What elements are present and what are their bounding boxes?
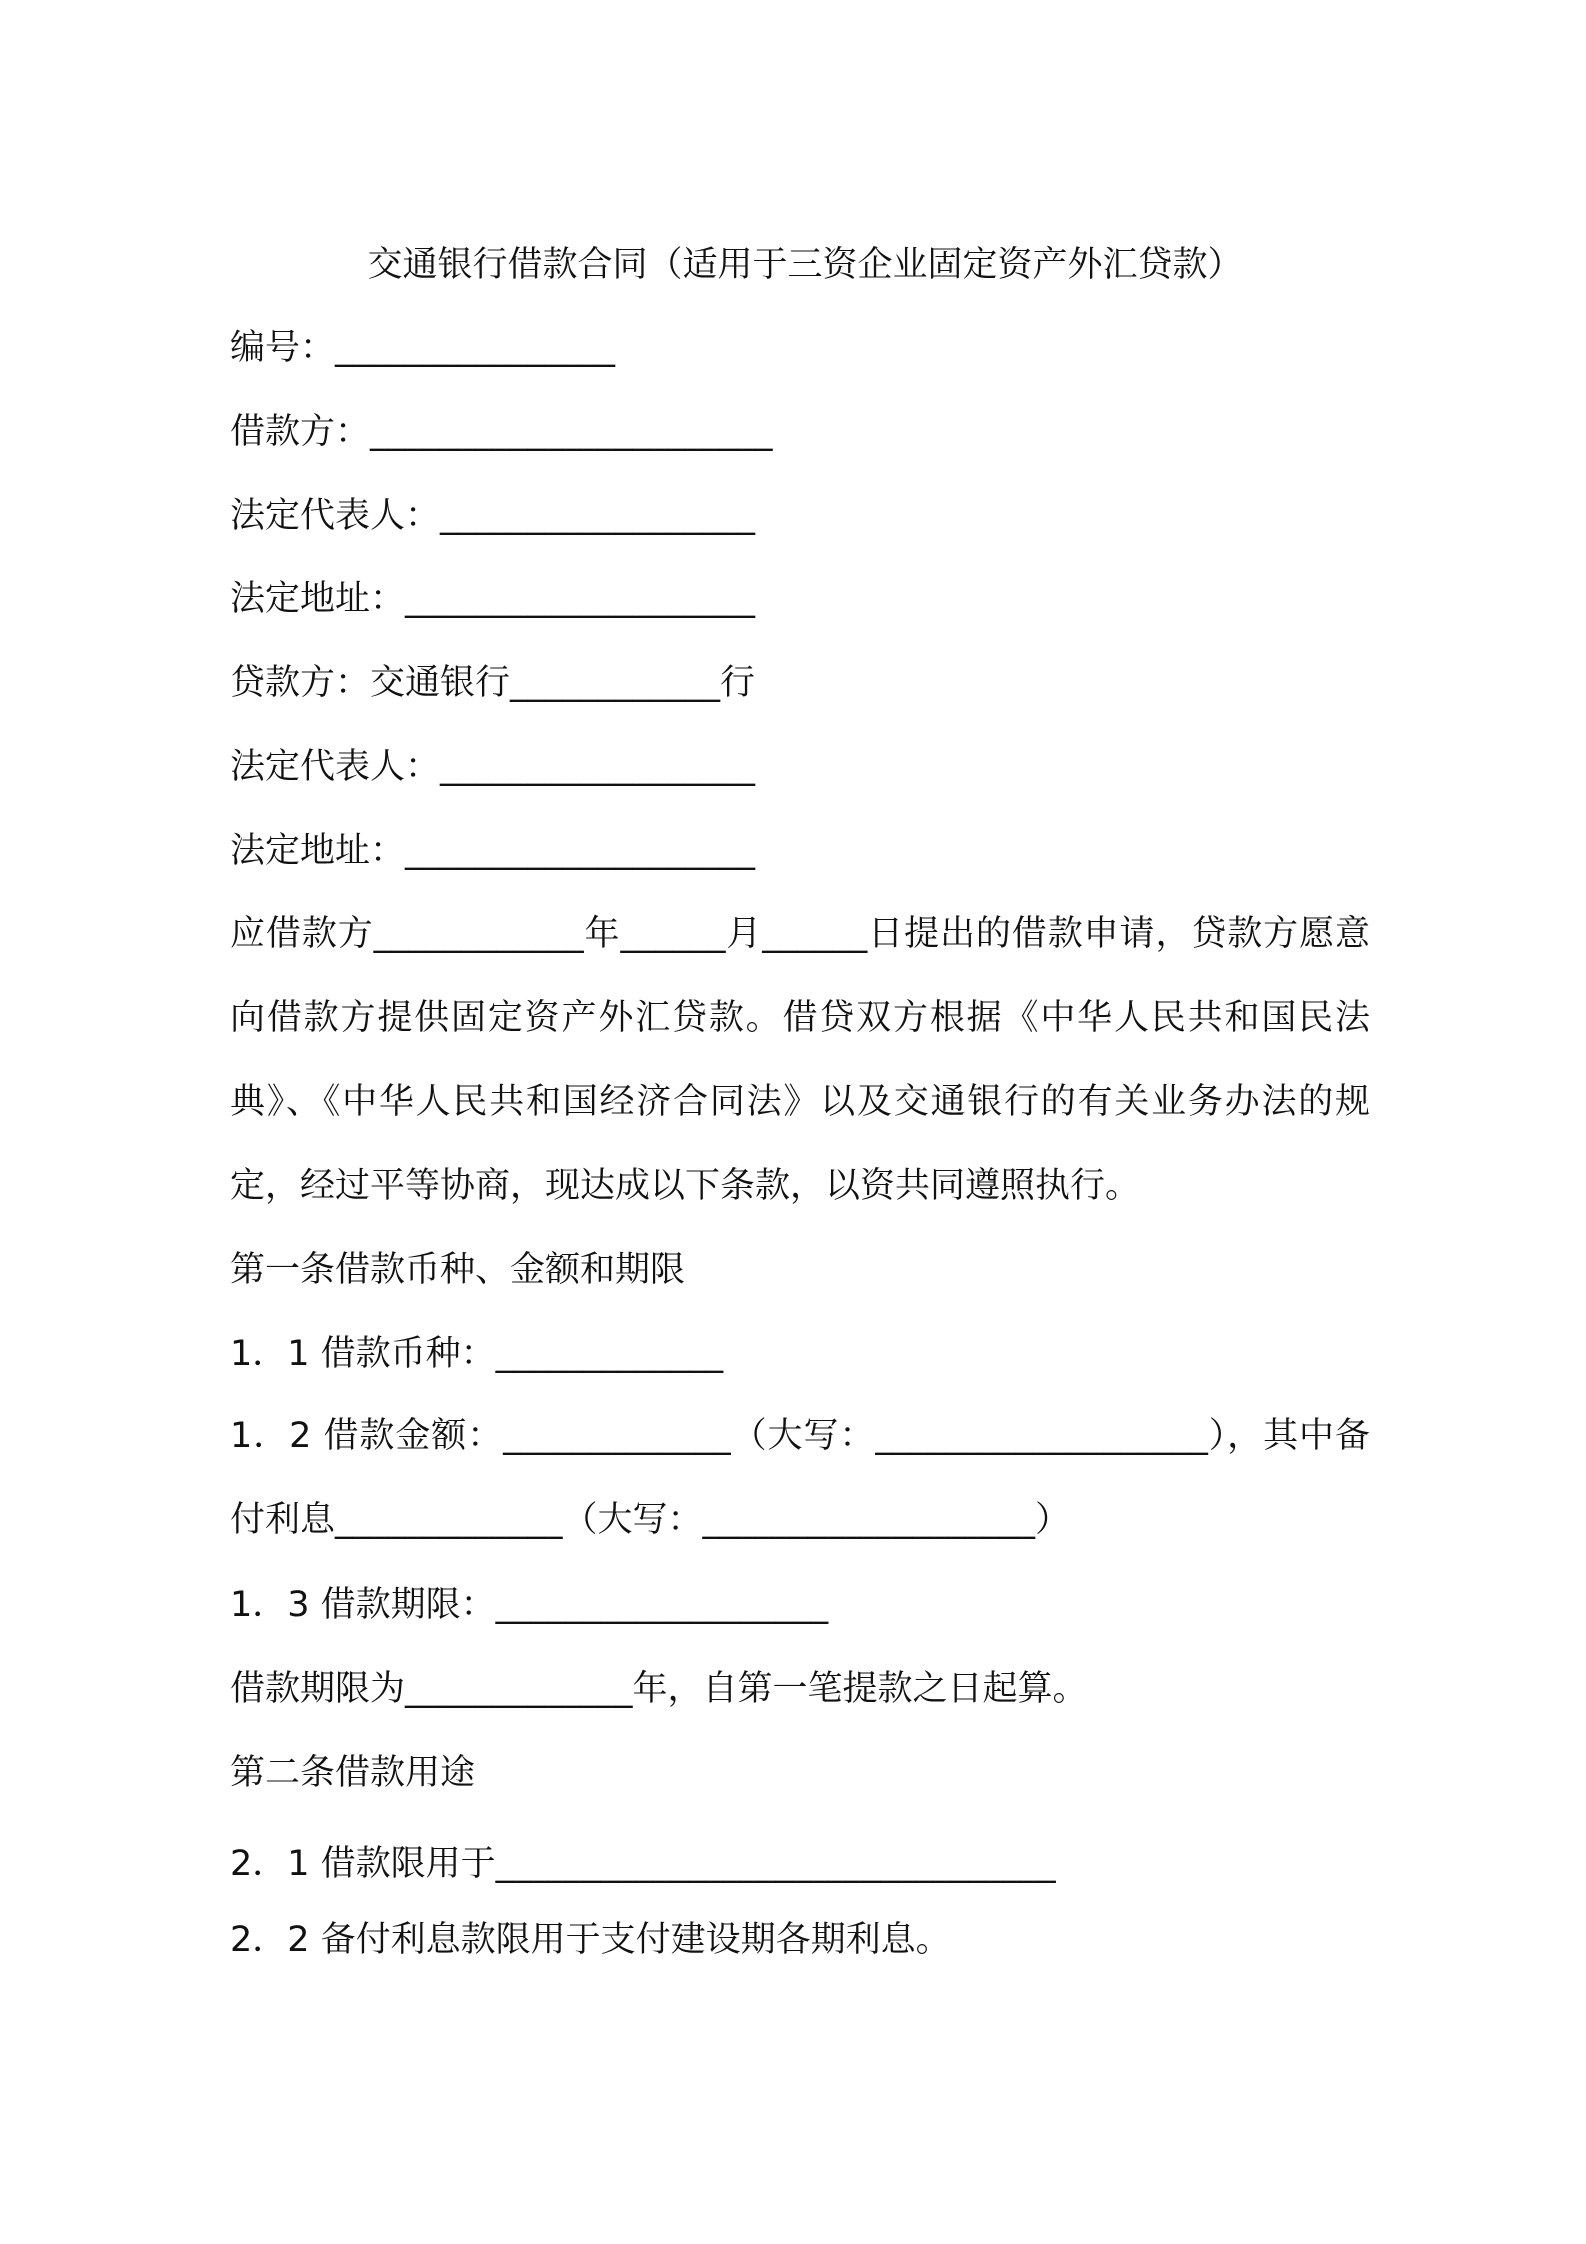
lender-representative-field: 法定代表人：__________________	[230, 747, 756, 787]
item-2-1-purpose: 2．1 借款限用于________________________________	[230, 1844, 1056, 1884]
borrower-field: 借款方：_______________________	[230, 412, 773, 452]
article-1-heading: 第一条借款币种、金额和期限	[230, 1250, 686, 1290]
borrower-address-field: 法定地址：____________________	[230, 579, 756, 619]
lender-address-field: 法定地址：____________________	[230, 831, 756, 871]
document-title: 交通银行借款合同（适用于三资企业固定资产外汇贷款）	[367, 245, 1243, 285]
item-1-1-currency: 1．1 借款币种：_____________	[230, 1334, 724, 1374]
contract-number-field: 编号：________________	[230, 328, 616, 368]
item-2-2-interest-use: 2．2 备付利息款限用于支付建设期各期利息。	[230, 1920, 951, 1960]
term-description: 借款期限为_____________年，自第一笔提款之日起算。	[230, 1669, 1088, 1709]
borrower-representative-field: 法定代表人：__________________	[230, 496, 756, 536]
item-1-2-amount: 1．2 借款金额：_____________（大写：___________________），其中备付利息_____________（大写：___________________）	[230, 1416, 1370, 1540]
lender-field: 贷款方：交通银行____________行	[230, 663, 756, 703]
item-1-3-term: 1．3 借款期限：___________________	[230, 1585, 829, 1625]
preamble-paragraph: 应借款方____________年______月______日提出的借款申请，贷款方愿意向借款方提供固定资产外汇贷款。借贷双方根据《中华人民共和国民法典》、《中华人民共和国经济合同法》以及交通银行的有关业务办法的规定，经过平等协商，现达成以下条款，以资共同遵照执行。	[230, 914, 1370, 1206]
article-2-heading: 第二条借款用途	[230, 1753, 476, 1793]
